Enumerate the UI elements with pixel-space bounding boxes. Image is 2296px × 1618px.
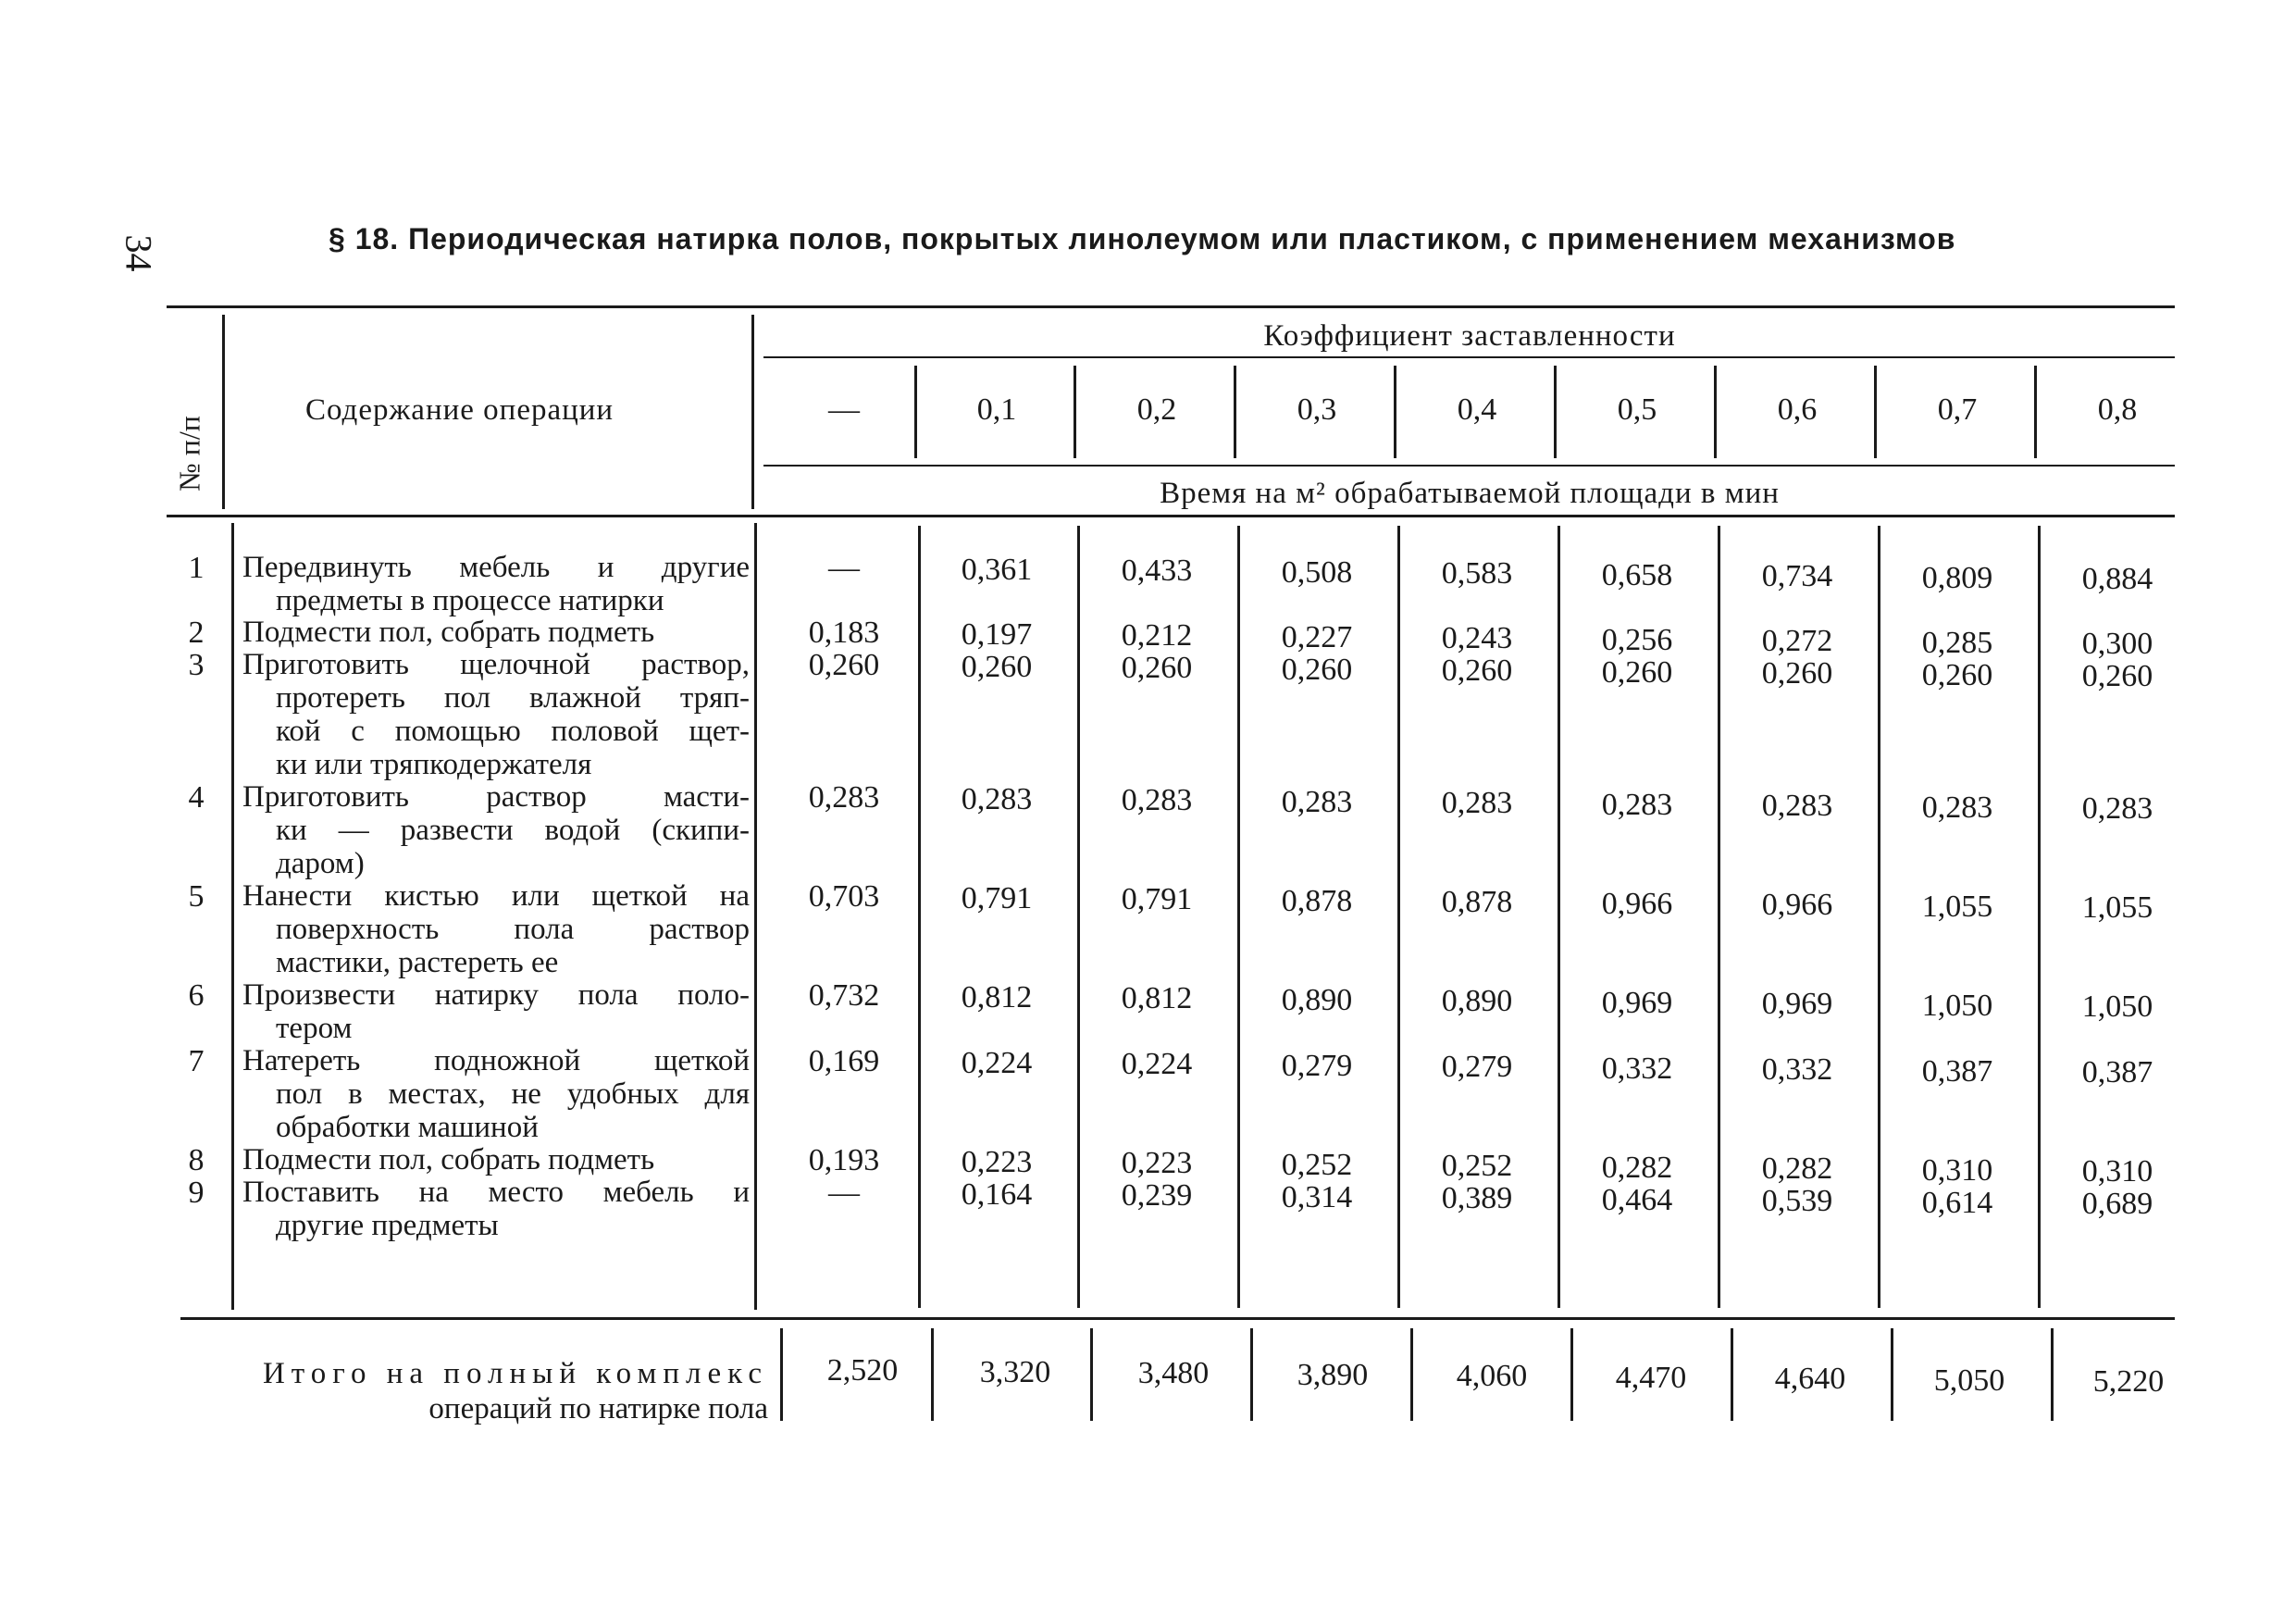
time-value: 1,055 xyxy=(1921,889,1993,924)
time-value: 1,050 xyxy=(2081,989,2153,1024)
time-value: 0,282 xyxy=(1761,1151,1833,1186)
col-divider-num-body xyxy=(231,523,234,1310)
coef-col-divider-body xyxy=(1397,526,1400,1308)
time-value: 0,260 xyxy=(1441,653,1513,688)
description-line: обработки машиной xyxy=(276,1111,539,1144)
time-value: 0,239 xyxy=(1121,1178,1193,1213)
time-value: 0,193 xyxy=(808,1143,880,1177)
row-number: 1 xyxy=(188,551,205,585)
coef-col-divider-body xyxy=(1077,526,1080,1308)
description-line: Натереть подножной щеткой xyxy=(242,1044,750,1077)
time-value: 0,791 xyxy=(1121,882,1193,916)
time-value: 0,878 xyxy=(1281,883,1353,918)
time-value: 0,433 xyxy=(1121,554,1193,588)
time-value: 0,224 xyxy=(961,1045,1033,1080)
description-line: Приготовить раствор масти- xyxy=(242,780,750,814)
time-value: 0,260 xyxy=(1121,651,1193,685)
operation-description xyxy=(242,780,750,880)
total-label-line-2: операций по натирке пола xyxy=(428,1392,768,1425)
time-value: 0,310 xyxy=(2081,1154,2153,1189)
total-value: 3,320 xyxy=(979,1354,1051,1389)
coef-value: 0,8 xyxy=(2097,392,2138,427)
time-value: 0,197 xyxy=(961,616,1033,652)
time-value: 0,283 xyxy=(2081,791,2153,826)
page-number: 34 xyxy=(118,234,160,272)
total-value: 4,060 xyxy=(1456,1359,1528,1393)
time-value: 0,282 xyxy=(1601,1150,1673,1185)
time-value: 0,252 xyxy=(1441,1149,1513,1183)
operation-description xyxy=(242,551,750,617)
description-line: мастики, растереть ее xyxy=(276,946,559,979)
row-number: 4 xyxy=(188,780,205,815)
operation-description xyxy=(242,1176,750,1242)
time-value: 0,614 xyxy=(1921,1185,1993,1220)
time-value: 0,243 xyxy=(1441,621,1513,655)
description-line: Произвести натирку пола поло- xyxy=(242,978,750,1012)
time-value: 0,732 xyxy=(808,978,880,1013)
time-value: 0,791 xyxy=(961,880,1033,915)
coef-col-divider-header xyxy=(914,366,917,458)
description-line: Подмести пол, собрать подметь xyxy=(242,616,655,649)
time-value: 1,055 xyxy=(2081,890,2153,925)
coef-value: 0,7 xyxy=(1937,392,1978,427)
coef-value: 0,1 xyxy=(976,392,1017,427)
description-line: кой с помощью половой щет- xyxy=(276,715,750,748)
operation-description xyxy=(242,1143,750,1176)
time-value: 0,164 xyxy=(961,1176,1033,1212)
description-line: предметы в процессе натирки xyxy=(276,584,664,617)
time-value: 0,878 xyxy=(1441,885,1513,919)
totals-col-divider xyxy=(1731,1328,1733,1421)
description-line: Подмести пол, собрать подметь xyxy=(242,1143,655,1176)
time-value: 0,332 xyxy=(1601,1051,1673,1086)
time-value: 0,252 xyxy=(1281,1147,1353,1182)
totals-col-divider xyxy=(780,1328,783,1421)
description-line: ки или тряпкодержателя xyxy=(276,748,592,781)
time-value: 0,969 xyxy=(1601,985,1673,1020)
coef-col-divider-body xyxy=(1558,526,1560,1308)
totals-col-divider xyxy=(1250,1328,1253,1421)
total-value: 5,050 xyxy=(1933,1363,2005,1398)
time-value: 0,260 xyxy=(808,648,880,682)
description-line: протереть пол влажной тряп- xyxy=(276,681,750,715)
time-value: 0,283 xyxy=(1121,783,1193,817)
time-value: 0,583 xyxy=(1441,556,1513,591)
time-value: 0,283 xyxy=(961,781,1033,816)
time-value: 0,283 xyxy=(808,780,880,815)
time-value: 0,272 xyxy=(1761,624,1833,658)
time-value: 0,300 xyxy=(2081,627,2153,661)
row-number: 9 xyxy=(188,1176,205,1210)
time-value: 0,966 xyxy=(1601,886,1673,921)
header-bottom-rule xyxy=(167,515,2175,517)
total-value: 5,220 xyxy=(2092,1364,2165,1399)
time-value: 0,227 xyxy=(1281,619,1353,654)
time-value: 0,884 xyxy=(2081,562,2153,596)
time-value: 0,260 xyxy=(1761,656,1833,691)
col-num-header: № п/п xyxy=(172,416,206,492)
time-value: 0,539 xyxy=(1761,1184,1833,1218)
coef-value: 0,5 xyxy=(1617,392,1657,427)
time-value: 0,890 xyxy=(1281,982,1353,1017)
time-value: 0,703 xyxy=(808,879,880,914)
row-number: 6 xyxy=(188,978,205,1013)
coef-col-divider-body xyxy=(1237,526,1240,1308)
coef-col-divider-header xyxy=(2034,366,2037,458)
coef-col-divider-header xyxy=(1714,366,1717,458)
total-value: 4,470 xyxy=(1615,1360,1687,1395)
coef-values-rule xyxy=(763,465,2175,467)
time-value: 0,809 xyxy=(1921,560,1993,595)
time-value: 0,283 xyxy=(1281,784,1353,819)
coef-value: 0,2 xyxy=(1136,392,1177,427)
time-value: — xyxy=(828,551,860,585)
description-line: ки — развести водой (скипи- xyxy=(276,814,750,847)
coef-header: Коэффициент заставленности xyxy=(1263,319,1676,353)
time-value: 0,361 xyxy=(961,552,1033,587)
coef-col-divider-header xyxy=(1074,366,1076,458)
operation-description xyxy=(242,978,750,1045)
coef-value: — xyxy=(828,392,860,427)
coef-col-divider-body xyxy=(1718,526,1720,1308)
time-value: 0,969 xyxy=(1761,987,1833,1021)
time-value: 0,285 xyxy=(1921,625,1993,660)
time-value: 0,387 xyxy=(1921,1053,1993,1089)
coef-col-divider-body xyxy=(1878,526,1880,1308)
total-value: 3,890 xyxy=(1297,1357,1369,1392)
time-header: Время на м² обрабатываемой площади в мин xyxy=(1160,477,1780,510)
time-value: 0,260 xyxy=(1281,652,1353,687)
row-number: 7 xyxy=(188,1044,205,1078)
time-value: 0,256 xyxy=(1601,622,1673,657)
time-value: 0,689 xyxy=(2081,1187,2153,1221)
time-value: 0,508 xyxy=(1281,554,1353,590)
operation-description xyxy=(242,616,750,649)
totals-top-rule xyxy=(180,1317,2175,1320)
coef-value: 0,4 xyxy=(1457,392,1497,427)
time-value: 0,279 xyxy=(1281,1048,1353,1083)
coef-value: 0,6 xyxy=(1777,392,1818,427)
time-value: 0,310 xyxy=(1921,1152,1993,1188)
col-desc-header: Содержание операции xyxy=(305,393,614,427)
col-divider-num xyxy=(222,315,225,509)
time-value: 0,812 xyxy=(1121,981,1193,1015)
time-value: 0,260 xyxy=(2081,659,2153,693)
coef-col-divider-header xyxy=(1554,366,1557,458)
time-value: 0,387 xyxy=(2081,1055,2153,1089)
operation-description xyxy=(242,648,750,781)
description-line: даром) xyxy=(276,847,365,880)
time-value: 0,966 xyxy=(1761,888,1833,922)
time-value: 0,279 xyxy=(1441,1050,1513,1084)
time-value: 0,658 xyxy=(1601,557,1673,592)
total-label xyxy=(250,1356,768,1426)
time-value: 0,169 xyxy=(808,1044,880,1078)
section-title: § 18. Периодическая натирка полов, покрытых линолеумом или пластиком, с применением механизмов xyxy=(329,222,1956,255)
total-value: 3,480 xyxy=(1137,1356,1210,1390)
description-line: поверхность пола раствор xyxy=(276,913,750,946)
time-value: 0,283 xyxy=(1441,786,1513,820)
time-value: 0,183 xyxy=(808,616,880,650)
time-value: 0,212 xyxy=(1121,618,1193,653)
row-number: 8 xyxy=(188,1143,205,1177)
description-line: другие предметы xyxy=(276,1209,499,1242)
table-top-rule xyxy=(167,305,2175,308)
time-value: 0,283 xyxy=(1921,790,1993,825)
total-value: 4,640 xyxy=(1774,1362,1846,1396)
description-line: тером xyxy=(276,1012,353,1045)
time-value: 0,223 xyxy=(961,1144,1033,1179)
coef-header-rule xyxy=(763,356,2175,358)
coef-col-divider-header xyxy=(1394,366,1396,458)
row-number: 3 xyxy=(188,648,205,682)
time-value: 0,734 xyxy=(1761,559,1833,593)
time-value: 0,890 xyxy=(1441,984,1513,1018)
totals-col-divider xyxy=(931,1328,934,1421)
description-line: Поставить на место мебель и xyxy=(242,1176,750,1209)
totals-col-divider xyxy=(2051,1328,2054,1421)
time-value: 0,283 xyxy=(1761,789,1833,823)
description-line: Нанести кистью или щеткой на xyxy=(242,879,750,913)
coef-col-divider-body xyxy=(2038,526,2041,1308)
time-value: 0,332 xyxy=(1761,1052,1833,1087)
col-divider-desc xyxy=(751,315,754,509)
time-value: — xyxy=(828,1176,860,1210)
description-line: Приготовить щелочной раствор, xyxy=(242,648,750,681)
operation-description xyxy=(242,1044,750,1144)
totals-col-divider xyxy=(1891,1328,1893,1421)
time-value: 0,283 xyxy=(1601,787,1673,822)
time-value: 1,050 xyxy=(1921,988,1993,1023)
description-line: Передвинуть мебель и другие xyxy=(242,551,750,584)
totals-col-divider xyxy=(1410,1328,1413,1421)
time-value: 0,314 xyxy=(1281,1179,1353,1214)
time-value: 0,224 xyxy=(1121,1047,1193,1081)
total-value: 2,520 xyxy=(826,1353,899,1388)
time-value: 0,260 xyxy=(961,649,1033,684)
time-value: 0,389 xyxy=(1441,1181,1513,1215)
total-label-line-1: Итого на полный комплекс xyxy=(262,1357,768,1390)
col-divider-desc-body xyxy=(754,523,757,1310)
coef-col-divider-header xyxy=(1234,366,1236,458)
time-value: 0,812 xyxy=(961,979,1033,1014)
totals-col-divider xyxy=(1570,1328,1573,1421)
time-value: 0,260 xyxy=(1601,654,1673,690)
totals-col-divider xyxy=(1090,1328,1093,1421)
time-value: 0,260 xyxy=(1921,657,1993,692)
coef-col-divider-header xyxy=(1874,366,1877,458)
time-value: 0,464 xyxy=(1601,1182,1673,1217)
description-line: пол в местах, не удобных для xyxy=(276,1077,750,1111)
operation-description xyxy=(242,879,750,979)
coef-col-divider-body xyxy=(918,526,921,1308)
time-value: 0,223 xyxy=(1121,1146,1193,1180)
coef-value: 0,3 xyxy=(1297,392,1337,427)
row-number: 2 xyxy=(188,616,205,650)
row-number: 5 xyxy=(188,879,205,914)
